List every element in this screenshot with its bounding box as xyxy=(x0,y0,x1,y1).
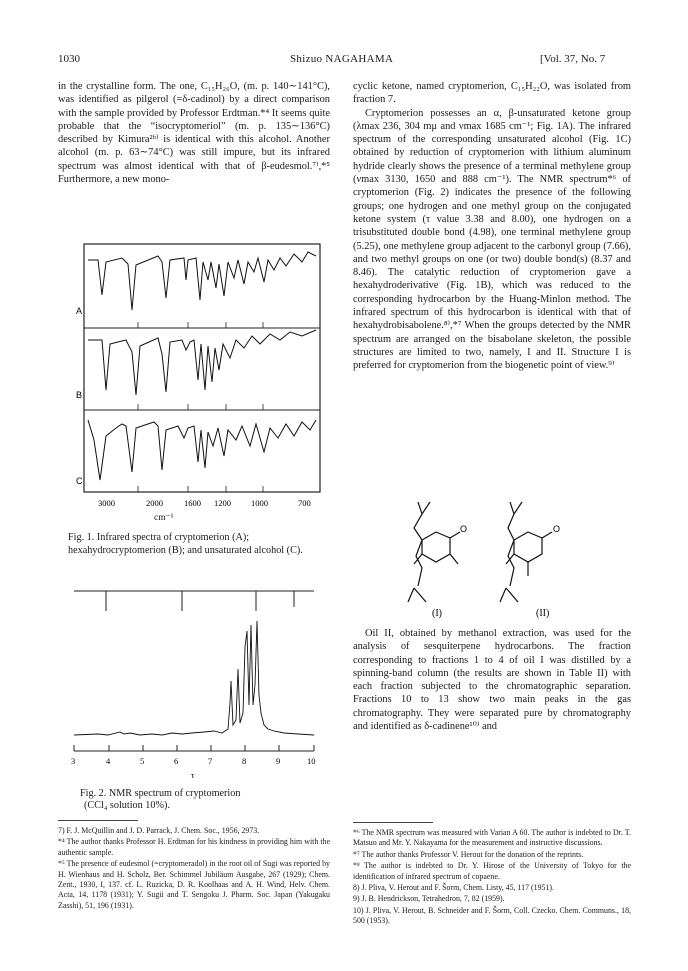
x-ticks xyxy=(74,745,314,751)
figure1-x-unit: cm⁻¹ xyxy=(154,513,174,523)
figure1-caption: Fig. 1. Infrared spectra of cryptomerion (A); hexahydrocryptomerion (B); and unsaturated alcohol (C). xyxy=(68,532,303,556)
footnote: *⁶ The NMR spectrum was measured with Varian A 60. The author is indebted to Dr. T. Matsuo and Mr. Y. Nakayama for the measurement and instructive discussions. xyxy=(353,828,631,848)
oxygen-atom-ii: O xyxy=(553,524,561,534)
footnote: *⁸ The author is indebted to Dr. Y. Hirose of the University of Tokyo for the identification of infrared spectrum of copaene. xyxy=(353,861,631,881)
page-number: 1030 xyxy=(58,53,80,65)
x-tick-label: 3000 xyxy=(98,498,115,508)
x-tick-label: 4 xyxy=(106,756,111,766)
footnote: *⁷ The author thanks Professor V. Herout for the donation of the reprints. xyxy=(353,849,584,859)
nmr-trace xyxy=(74,621,314,735)
right-column-lower-text xyxy=(353,627,631,733)
ir-trace-a xyxy=(88,252,316,310)
x-tick-label: 700 xyxy=(298,498,311,508)
structure-i xyxy=(408,502,460,602)
paragraph: in the crystalline form. The one, C₁₅H₂₆O, (m. p. 140∼141°C), was identified as pilgerol (=δ-cadinol) by a direct comparison with the sample provided by Professor Erdtman.*⁴ It seems quite probable that the “isocryptomeriol” (m. p. 135∼136°C) described by Kimura²ᵇ⁾ is identical with this alcohol. Another alcohol (m. p. 63∼74°C) was still impure, but its infrared spectrum was almost identical with that of β-eudesmol.⁷⁾,*⁵ Furthermore, a new mono- xyxy=(58,81,330,186)
x-tick-label: 3 xyxy=(71,756,76,766)
x-tick-label: 8 xyxy=(242,756,247,766)
footnote: 7) F. J. McQuillin and J. D. Parrack, J. Chem. Soc., 1956, 2973. xyxy=(58,826,260,835)
trace-label-b: B xyxy=(76,390,83,400)
footnote: *⁵ The presence of eudesmol (=cryptomeradol) in the root oil of Sugi was reported by H. Wienhaus and H. Scholz, Ber. Schimmel Jubiläum Ausgabe, 267 (1929); Chem. Zent., 1930, I, 137. cf. L. Ruzicka, D. R. Koolhaas and A. H. Wind, Helv. Chem. Acta, 14, 1178 (1931); Y. Sugii and T. Sengoku J. Pharm. Soc. Japan (Yakugaku Zasshi), 51, 196 (1931). xyxy=(58,859,330,910)
figure2-caption-line2: (CCl₄ solution 10%). xyxy=(84,800,170,811)
x-tick-label: 1200 xyxy=(214,498,231,508)
x-tick-label: 1000 xyxy=(251,498,268,508)
ir-trace-c xyxy=(88,420,316,480)
top-scale xyxy=(74,591,314,611)
oxygen-atom-i: O xyxy=(460,524,468,534)
x-tick-label: 5 xyxy=(140,756,145,766)
footnote-rule xyxy=(58,820,138,821)
paragraph: Oil II, obtained by methanol extraction, was used for the analysis of sesquiterpene hydrocarbons. The fraction corresponding to fractions 1 to 4 of oil I was distilled by a spinning-band column (the results are shown in Table II) with each fraction subjected to the chromatographic separation. Fractions 10 to 13 show two main peaks in the gas chromatography. They were separated pure by chromatography and identified as δ-cadinene¹⁰⁾ and xyxy=(353,628,631,733)
paragraph: cyclic ketone, named cryptomerion, C₁₅H₂₂O, was isolated from fraction 7. xyxy=(353,81,631,106)
structure-ii xyxy=(500,502,552,602)
structure-label-i: (I) xyxy=(432,608,442,619)
ir-trace-b xyxy=(88,330,316,395)
footnote: 8) J. Pliva, V. Herout and F. Šorm, Chem. Listy, 45, 117 (1951). xyxy=(353,883,555,893)
footnote-rule xyxy=(353,822,433,823)
x-tick-label: 2000 xyxy=(146,498,163,508)
volume-info: [Vol. 37, No. 7 xyxy=(540,53,606,65)
left-column-text xyxy=(58,80,330,186)
right-column-text xyxy=(353,80,631,373)
trace-label-a: A xyxy=(76,306,83,316)
footnotes-right xyxy=(353,828,631,928)
trace-label-c: C xyxy=(76,476,83,486)
footnote: 9) J. B. Hendrickson, Tetrahedron, 7, 82 (1959). xyxy=(353,894,505,904)
structure-label-ii: (II) xyxy=(536,608,550,619)
running-head-author: Shizuo NAGAHAMA xyxy=(290,53,394,65)
x-tick-label: 1600 xyxy=(184,498,201,508)
x-tick-label: 7 xyxy=(208,756,213,766)
ir-spectra-figure xyxy=(58,240,330,512)
footnote: *⁴ The author thanks Professor H. Erdtman for his kindness in providing him with the authentic sample. xyxy=(58,837,330,857)
x-axis-unit: τ xyxy=(191,770,195,780)
footnotes-left xyxy=(58,826,330,912)
chemical-structures xyxy=(360,490,635,620)
x-tick-label: 9 xyxy=(276,756,281,766)
figure2-caption-line1: Fig. 2. NMR spectrum of cryptomerion xyxy=(80,788,241,799)
plot-frame xyxy=(84,244,320,492)
x-tick-label: 10 xyxy=(307,756,316,766)
nmr-spectrum-figure xyxy=(58,585,330,780)
x-tick-label: 6 xyxy=(174,756,179,766)
paragraph: Cryptomerion possesses an α, β-unsaturated ketone group (λmax 236, 304 mμ and νmax 1685 cm⁻¹; Fig. 1A). The infrared spectrum of the corresponding unsaturated alcohol (Fig. 1C) obtained by reduction of cryptomerion with lithium aluminum hydride clearly shows the presence of a terminal methylene group (νmax 3130, 1650 and 888 cm⁻¹). The NMR spectrum*⁶ of cryptomerion (Fig. 2) indicates the presence of the following groups; one hydrogen and one methyl group on the conjugated ketone system (τ value 3.38 and 8.00), one hydrogen on a trisubstituted double bond (4.98), one terminal methylene group (5.25), one methylene group adjacent to the carbonyl group (7.66), and two methyl groups on one (or two) double bond(s) (8.37 and 8.46). The catalytic reduction of cryptomerion gave a hexahydroderivative (Fig. 1B), which was reduced to the corresponding hydrocarbon by the Huang-Minlon method. The infrared spectrum of this hydrocarbon is identical with that of hexahydrobisabolene.⁸⁾,*⁷ When the groups detected by the NMR spectrum are arranged on the bisabolane skeleton, the possible structures are limited to two, namely, I and II. Structure I is preferred for cryptomerion from the biogenetic point of view.⁹⁾ xyxy=(353,107,631,372)
footnote: 10) J. Pliva, V. Herout, B. Schneider and F. Šorm, Coll. Czecko. Chem. Communs., 18, 500 (1953). xyxy=(353,905,631,926)
